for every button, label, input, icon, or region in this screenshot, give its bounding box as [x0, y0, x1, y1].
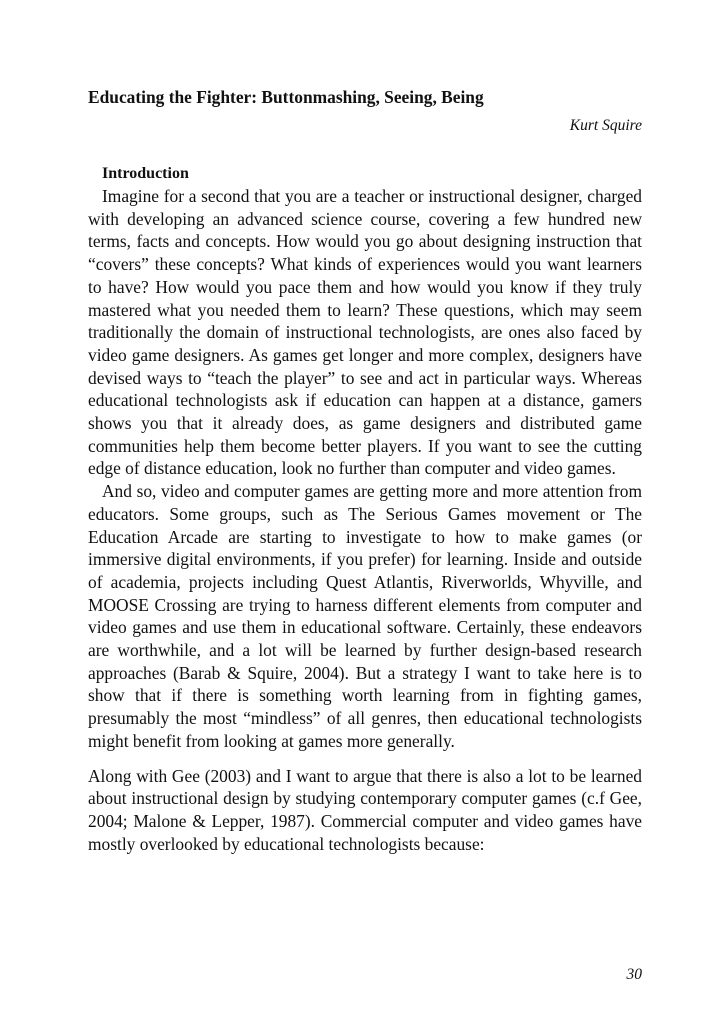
paragraph-3: Along with Gee (2003) and I want to argue that there is also a lot to be learned about instructional design by studying contemporary computer games (c.f Gee, 2004; Malone & Lepper, 1987). Commercial computer and video games have mostly overlooked by educational technologists because:: [88, 765, 642, 854]
document-title: Educating the Fighter: Buttonmashing, Seeing, Being: [88, 87, 484, 107]
section-heading: Introduction: [102, 165, 189, 182]
page-body: [88, 86, 642, 855]
paragraph-2: And so, video and computer games are getting more and more attention from educators. Some groups, such as The Serious Games movement or The Education Arcade are starting to investigate to how to make games (or immersive digital environments, if you prefer) for learning. Inside and outside of academia, projects including Quest Atlantis, Riverworlds, Whyville, and MOOSE Crossing are trying to harness different elements from computer and video games and use them in educational software. Certainly, these endeavors are worthwhile, and a lot will be learned by further design-based research approaches (Barab & Squire, 2004). But a strategy I want to take here is to show that if there is something worth learning from in fighting games, presumably the most “mindless” of all genres, then educational technologists might benefit from looking at games more generally.: [88, 481, 642, 751]
author-name: Kurt Squire: [569, 117, 642, 134]
page-number: 30: [626, 966, 642, 983]
paragraph-1: Imagine for a second that you are a teacher or instructional designer, charged with developing an advanced science course, covering a few hundred new terms, facts and concepts. How would you go about designing instruction that “covers” these concepts? What kinds of experiences would you want learners to have? How would you pace them and how would you know if they truly mastered what you needed them to learn? These questions, which may seem traditionally the domain of instructional technologists, are ones also faced by video game designers. As games get longer and more complex, designers have devised ways to “teach the player” to see and act in particular ways. Whereas educational technologists ask if education can happen at a distance, gamers shows you that it already does, as game designers and distributed game communities help them become better players. If you want to see the cutting edge of distance education, look no further than computer and video games.: [88, 186, 642, 479]
